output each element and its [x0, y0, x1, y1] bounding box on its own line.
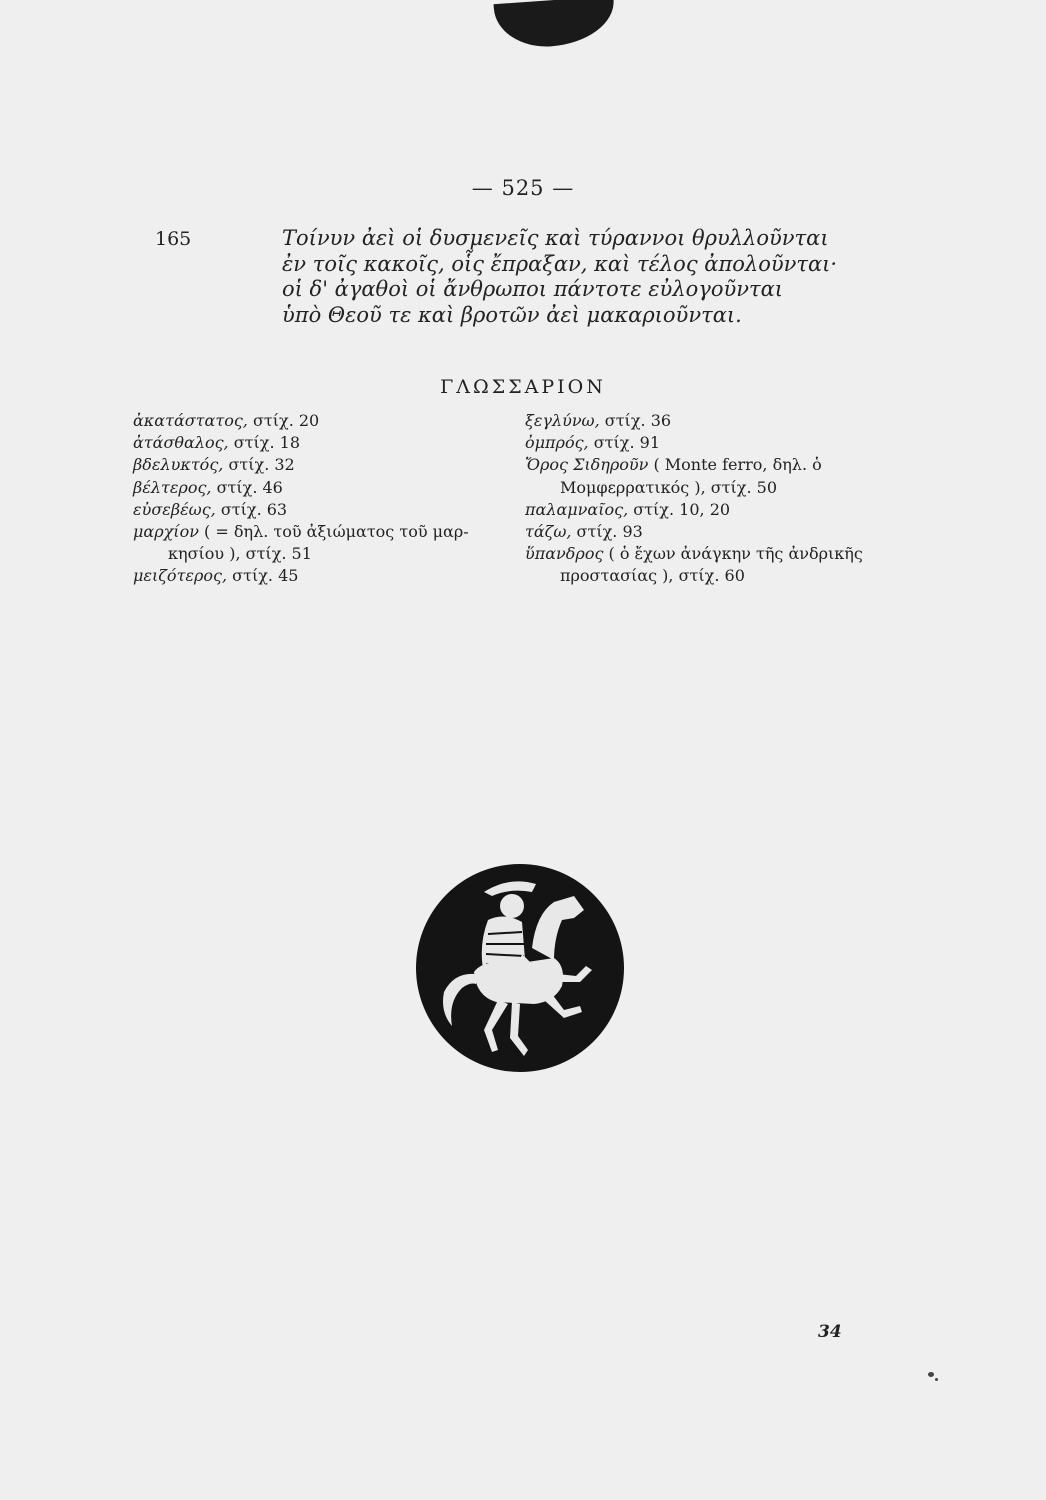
glossary-term: μειζότερος, [133, 566, 228, 586]
glossary-ref: στίχ. 91 [588, 433, 660, 453]
glossary-continuation: Μομφερρατικός ), στίχ. 50 [560, 477, 778, 497]
glossary-entry [133, 565, 518, 587]
glossary-entry [133, 432, 518, 454]
glossary-ref: στίχ. 20 [247, 411, 320, 430]
glossary-left-column [133, 410, 518, 588]
page-number: — 525 — [471, 176, 575, 200]
ink-smudge [494, 0, 617, 50]
glossary-ref: στίχ. 10, 20 [628, 499, 731, 519]
glossary-continuation: κησίου ), στίχ. 51 [168, 544, 312, 564]
glossary-title: ΓΛΩΣΣΑΡΙΟΝ [440, 376, 606, 398]
poem-line: ὑπὸ Θεοῦ τε καὶ βροτῶν ἀεὶ μακαριοῦνται. [282, 302, 742, 327]
glossary-ref: ( = δηλ. τοῦ ἀξιώματος τοῦ μαρ- [198, 522, 469, 542]
glossary-ref: στίχ. 32 [223, 455, 295, 475]
glossary-entry [525, 543, 870, 587]
glossary-ref: στίχ. 63 [215, 499, 288, 519]
verse-line-number: 165 [155, 228, 192, 250]
poem-line: ἐν τοῖς κακοῖς, οἷς ἔπραξαν, καὶ τέλος ἀπολοῦνται· [282, 251, 838, 276]
glossary-entry [133, 477, 518, 499]
poem-line: οἱ δ' ἀγαθοὶ οἱ ἄνθρωποι πάντοτε εὐλογοῦνται [282, 277, 784, 301]
signature-number: 34 [818, 1322, 842, 1342]
glossary-continuation: προστασίας ), στίχ. 60 [560, 566, 745, 586]
ink-speck [935, 1378, 938, 1381]
glossary-ref: ( Monte ferro, δηλ. ὁ [648, 455, 822, 475]
glossary-term: Ὄρος Σιδηροῦν [525, 455, 649, 475]
glossary-entry [525, 432, 870, 454]
glossary-term: ὕπανδρος [525, 544, 604, 564]
poem-stanza [282, 226, 842, 328]
glossary-right-column [525, 410, 870, 588]
glossary-ref: στίχ. 45 [227, 566, 299, 586]
glossary-term: ἀτάσθαλος, [133, 433, 229, 453]
glossary-term: βέλτερος, [133, 477, 212, 497]
horse-rider-emblem-icon [414, 862, 626, 1074]
glossary-ref: στίχ. 18 [228, 433, 300, 453]
glossary-term: ἀκατάστατος, [133, 411, 248, 430]
glossary-ref: στίχ. 46 [211, 477, 283, 497]
ink-speck [928, 1372, 934, 1377]
glossary-term: βδελυκτός, [133, 455, 224, 475]
glossary-ref: στίχ. 36 [599, 411, 672, 430]
glossary-term: μαρχίον [133, 522, 199, 542]
glossary-entry [133, 454, 518, 476]
glossary-entry [525, 454, 870, 498]
glossary-term: παλαμναῖος, [525, 499, 629, 519]
glossary-entry [525, 410, 870, 432]
glossary-term: ὀμπρός, [525, 433, 589, 453]
glossary-entry [133, 499, 518, 521]
glossary-ref: στίχ. 93 [571, 522, 643, 542]
glossary-term: τάζω, [525, 522, 572, 542]
glossary-term: εὐσεβέως, [133, 499, 216, 519]
glossary-entry [133, 521, 518, 565]
glossary-term: ξεγλύνω, [525, 411, 600, 430]
glossary-entry [525, 499, 870, 521]
glossary-ref: ( ὁ ἔχων ἀνάγκην τῆς ἀνδρικῆς [603, 544, 863, 564]
glossary-entry [525, 521, 870, 543]
glossary-entry [133, 410, 518, 432]
poem-line: Τοίνυν ἀεὶ οἱ δυσμενεῖς καὶ τύραννοι θρυλλοῦνται [282, 226, 829, 250]
